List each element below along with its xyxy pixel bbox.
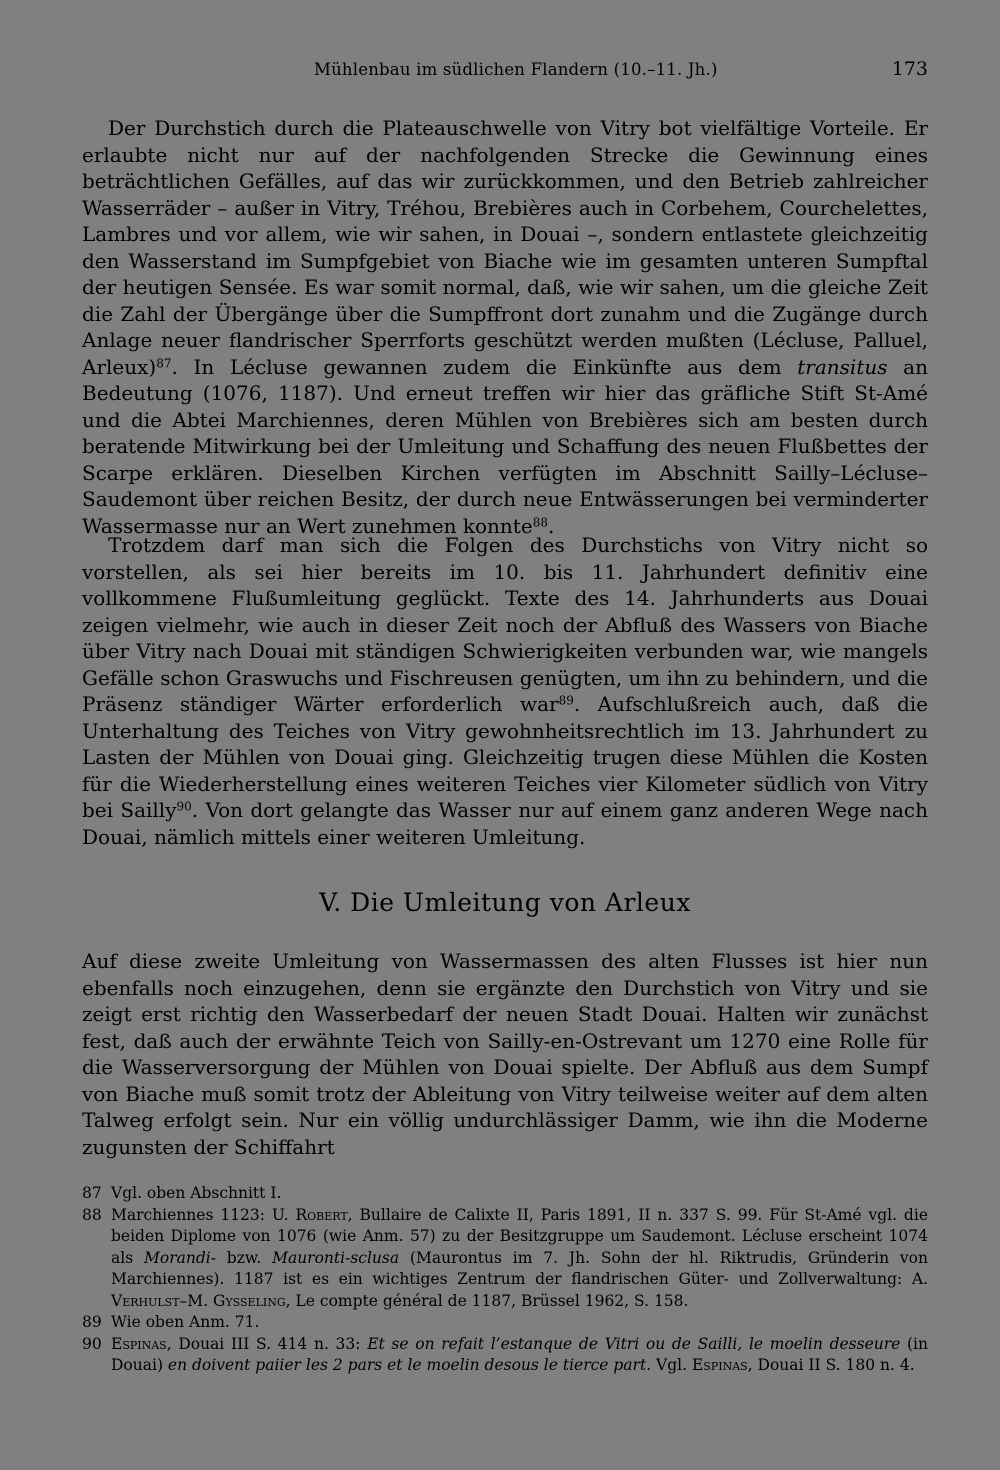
body-paragraph [82,532,928,850]
text-run: Wie oben Anm. 71. [111,1313,260,1331]
footnote [82,1205,928,1313]
footnote-text [111,1184,281,1202]
body-paragraph [82,948,928,1160]
footnote-text [111,1313,259,1331]
text-run: an Bedeutung (1076, 1187). Und erneut treffen wir hier das gräfliche Stift St-Amé und die Abtei Marchiennes, deren Mühlen von Brebières sich am besten durch beratende Mitwirkung bei der Umleitung und Schaffung des neuen Flußbettes der Scarpe erklären. Dieselben Kirchen verfügten im Abschnitt Sailly–Lécluse–Saudemont über reichen Besitz, der durch neue Entwässerungen bei verminderter Wassermasse nur an Wert zunehmen konnte [82,354,928,538]
footnote-text [111,1335,928,1375]
section-heading: V. Die Umleitung von Arleux [319,888,691,917]
text-run: (Maurontus im 7. Jh. Sohn der hl. Riktrudis, Gründerin von Marchiennes). 1187 ist es ein wichtiges Zentrum der flandrischen Güter- und Zollverwaltung: A. [111,1248,928,1288]
italic-text: Mauronti-sclusa [272,1248,400,1267]
running-head: Mühlenbau im südlichen Flandern (10.–11. Jh.) [314,60,718,79]
text-run: . In Lécluse gewannen zudem die Einkünfte aus dem [171,354,798,379]
text-run: Vgl. oben Abschnitt I. [111,1184,282,1202]
footnote [82,1183,928,1205]
text-run: Trotzdem darf man sich die Folgen des Durchstichs von Vitry nicht so vorstellen, als sei hier bereits im 10. bis 11. Jahrhundert definitiv eine vollkommene Flußumleitung geglückt. Texte des 14. Jahrhunderts aus Douai zeigen vielmehr, wie auch in dieser Zeit noch der Abfluß des Wassers von Biache über Vitry nach Douai mit ständigen Schwierigkeiten verbunden war, wie mangels Gefälle schon Graswuchs und Fischreusen genügten, um ihn zu behindern, und die Präsenz ständiger Wärter erforderlich war [82,533,928,716]
text-run: , Douai II S. 180 n. 4. [747,1356,915,1374]
text-run: bzw. [215,1248,273,1267]
text-run: , Bullaire de Calixte II, Paris 1891, II n. 337 S. 99. Für St-Amé vgl. die beiden Diplome von 1076 (wie Anm. 57) zu der Besitzgruppe um Saudemont. Lécluse erscheint 1074 als [111,1205,928,1267]
italic-text: transitus [797,354,888,379]
text-run: (in Douai) [111,1334,928,1374]
text-run: , Douai III S. 414 n. 33: [166,1334,368,1353]
text-run: Auf diese zweite Umleitung von Wassermassen des alten Flusses ist hier nun ebenfalls noch einzugehen, denn sie ergänzte den Durchstich von Vitry und sie zeigt erst richtig den Wasserbedarf der neuen Stadt Douai. Halten wir zunächst fest, daß auch der erwähnte Teich von Sailly-en-Ostrevant um 1270 eine Rolle für die Wasserversorgung der Mühlen von Douai spielte. Der Abfluß aus dem Sumpf von Biache muß somit trotz der Ableitung von Vitry teilweise weiter auf dem alten Talweg erfolgt sein. Nur ein völlig undurchlässiger Damm, wie ihn die Moderne zugunsten der Schiffahrt [82,949,928,1159]
body-paragraph [82,115,928,539]
text-run: Vgl. [651,1356,692,1374]
footnote-number: 88 [82,1205,102,1224]
page-header [82,60,928,86]
author-name: Gysseling [213,1291,286,1310]
footnote-number: 90 [82,1334,102,1353]
text-run: . Aufschlußreich auch, daß die Unterhaltung des Teiches von Vitry gewohnheitsrechtlich im 13. Jahrhundert zu Lasten der Mühlen von Douai ging. Gleichzeitig trugen diese Mühlen die Kosten für die Wiederherstellung eines weiteren Teiches vier Kilometer südlich von Vitry bei Sailly [82,692,928,822]
footnotes [82,1183,928,1377]
text-run: , Le compte général de 1187, Brüssel 1962, S. 158. [285,1291,689,1310]
italic-text: en doivent paiier les 2 pars et le moelin desous le tierce part. [167,1356,652,1374]
text-run: . Von dort gelangte das Wasser nur auf einem ganz anderen Wege nach Douai, nämlich mittels einer weiteren Umleitung. [82,798,928,849]
author-name: Robert [295,1205,348,1224]
author-name: Espinas [691,1356,748,1374]
footnote-number: 87 [82,1184,102,1202]
footnote-reference: 89 [558,693,574,708]
text-run: Marchiennes 1123: U. [111,1205,296,1224]
author-name: Verhulst [111,1291,180,1310]
text-run: . [547,513,555,538]
text-run: Der Durchstich durch die Plateauschwelle von Vitry bot vielfältige Vorteile. Er erlaubte nicht nur auf der nachfolgenden Strecke die Gewinnung eines beträchtlichen Gefälles, auf das wir zurückkommen, und den Betrieb zahlreicher Wasserräder – außer in Vitry, Tréhou, Brebières auch in Corbehem, Courchelettes, Lambres und vor allem, wie wir sahen, in Douai –, sondern entlastete gleichzeitig den Wasserstand im Sumpfgebiet von Biache wie im gesamten unteren Sumpftal der heutigen Sensée. Es war somit normal, daß, wie wir sahen, um die gleiche Zeit die Zahl der Übergänge über die Sumpffront dort zunahm und die Zugänge durch Anlage neuer flandrischer Sperrforts geschützt werden mußten (Lécluse, Palluel, Arleux) [82,116,928,379]
footnote-text [111,1206,928,1310]
footnote-reference: 88 [532,514,548,529]
footnote-reference: 87 [156,355,172,370]
author-name: Espinas [111,1334,167,1353]
footnote [82,1334,928,1377]
footnote-reference: 90 [176,799,192,814]
footnote-number: 89 [82,1313,102,1331]
italic-text: Morandi- [144,1248,216,1267]
italic-text: Et se on refait l’estanque de Vitri ou de Sailli, le moelin desseure [367,1334,901,1353]
footnote [82,1312,928,1334]
text-run: –M. [179,1291,214,1310]
page-number: 173 [891,58,928,80]
